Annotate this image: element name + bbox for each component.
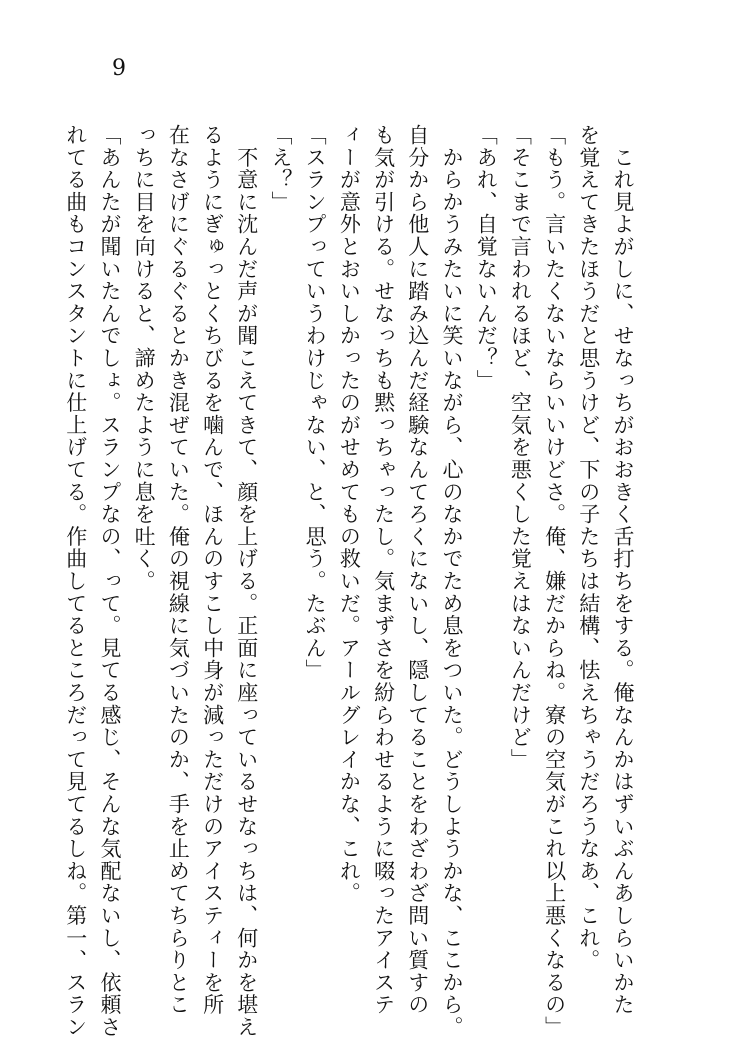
text-line: からかうみたいに笑いながら、心のなかでため息をついた。どうしようかな、ここから。 <box>439 124 464 1038</box>
text-line: ィーが意外とおいしかったのがせめてもの救いだ。アールグレイかな、これ。 <box>337 124 362 905</box>
text-line: 「スランプっていうわけじゃない、と、思う。たぶん」 <box>303 124 328 682</box>
vertical-text-body <box>63 124 640 1038</box>
text-line: 「あんたが聞いたんでしょ。スランプなの、って。見てる感じ、そんな気配ないし、依頼さ <box>97 124 122 1038</box>
text-line: を覚えてきたほうだと思うけど、下の子たちは結構、怯えちゃうだろうなあ、これ。 <box>576 124 601 972</box>
text-line: これ見よがしに、せなっちがおおきく舌打ちをする。俺なんかはずいぶんあしらいかた <box>611 124 635 1016</box>
text-line: 「え？」 <box>268 124 293 214</box>
text-line: 「もう。言いたくないならいいけどさ。俺、嫌だからね。寮の空気がこれ以上悪くなるの」 <box>542 124 567 1038</box>
text-line: 「あれ、自覚ないんだ？」 <box>474 124 499 392</box>
page-number: 9 <box>112 56 126 81</box>
text-line: っちに目を向けると、諦めたように息を吐く。 <box>132 124 157 593</box>
text-line: るようにぎゅっとくちびるを噛んで、ほんのすこし中身が減っただけのアイスティーを所 <box>200 124 225 1016</box>
text-line: 在なさげにぐるぐるとかき混ぜていた。俺の視線に気づいたのか、手を止めてちらりとこ <box>166 124 191 1016</box>
text-line: 自分から他人に踏み込んだ経験なんてろくにないし、隠してることをわざわざ問い質すの <box>405 124 430 1016</box>
text-line: 「そこまで言われるほど、空気を悪くした覚えはないんだけど」 <box>508 124 533 771</box>
text-line: れてる曲もコンスタントに仕上げてる。作曲してるところだって見てるしね。第一、スラン <box>63 124 88 1038</box>
text-line: も気が引ける。せなっちも黙っちゃったし。気まずさを紛らわせるように啜ったアイステ <box>371 124 396 1016</box>
text-line: 不意に沈んだ声が聞こえてきて、顔を上げる。正面に座っているせなっちは、何かを堪え <box>234 124 259 1038</box>
